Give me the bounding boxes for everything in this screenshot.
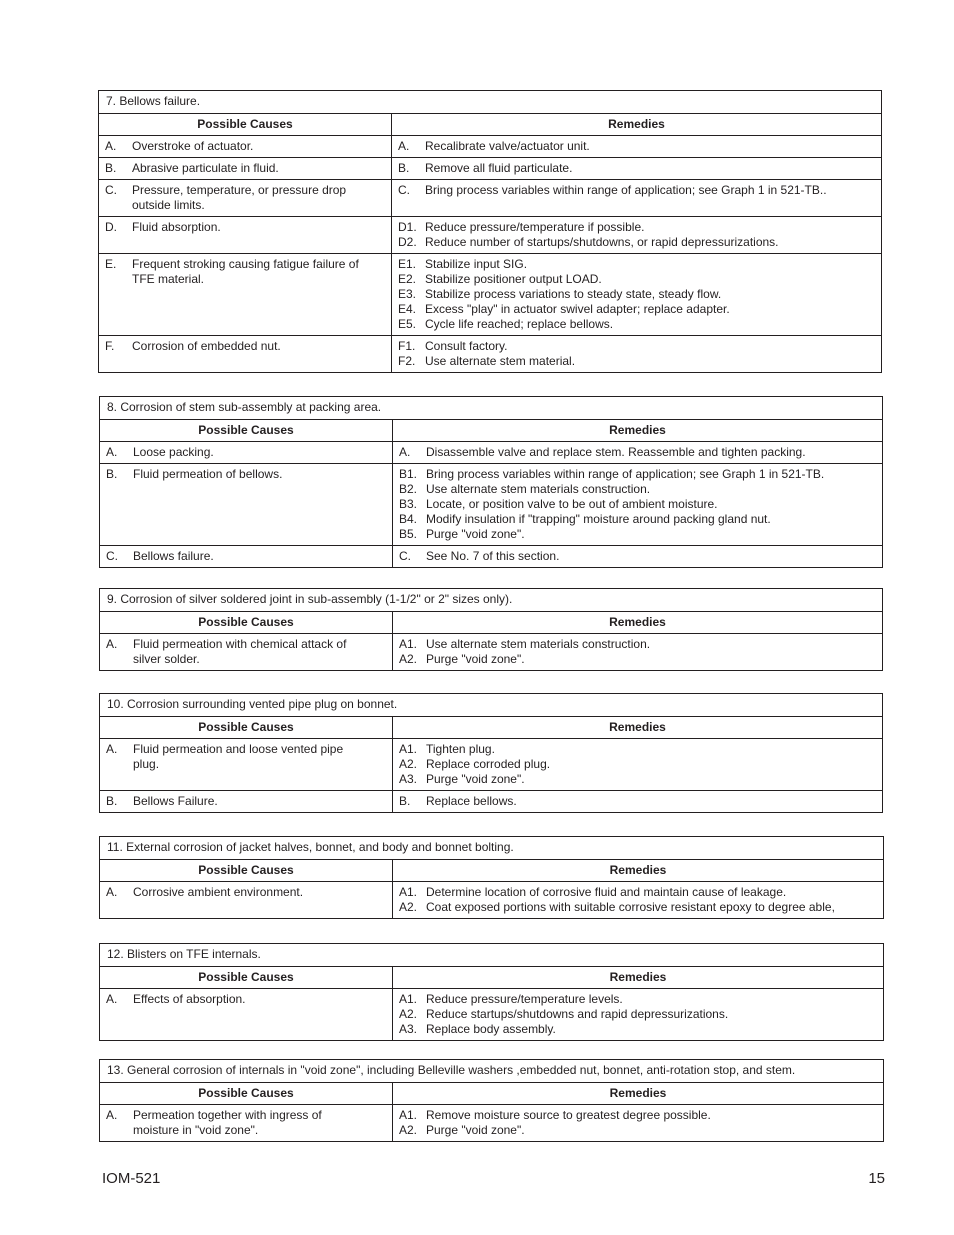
table-row — [100, 546, 882, 567]
remedy-text: Tighten plug. — [426, 742, 495, 756]
remedy-text: Remove all fluid particulate. — [425, 161, 573, 175]
cause-cell — [100, 546, 393, 567]
remedy-code: A2. — [399, 900, 418, 914]
remedy-line — [399, 1022, 877, 1037]
remedy-code: E3. — [398, 287, 417, 301]
remedy-code: A2. — [399, 652, 418, 666]
remedy-text: Purge "void zone". — [426, 652, 525, 666]
remedy-cell — [393, 634, 882, 670]
remedy-code: A3. — [399, 1022, 418, 1036]
remedy-cell — [393, 1105, 883, 1141]
remedy-line — [399, 992, 877, 1007]
remedy-code: A. — [399, 445, 411, 459]
table-row — [100, 464, 882, 546]
remedy-text: Replace corroded plug. — [426, 757, 551, 771]
header-remedies: Remedies — [609, 863, 667, 877]
remedy-cell — [393, 739, 882, 790]
remedy-line — [398, 354, 875, 369]
table-row — [99, 254, 881, 336]
table-row — [99, 180, 881, 217]
troubleshooting-table — [98, 90, 882, 373]
cause-code: D. — [105, 220, 117, 234]
remedy-text: Purge "void zone". — [426, 772, 525, 786]
remedy-text: Reduce pressure/temperature levels. — [426, 992, 623, 1006]
cause-code: B. — [105, 161, 117, 175]
cause-text: Pressure, temperature, or pressure drop outside limits. — [132, 183, 347, 212]
remedy-code: C. — [399, 549, 411, 563]
header-remedies: Remedies — [609, 1086, 667, 1100]
section-title: 8. Corrosion of stem sub-assembly at packing area. — [100, 397, 882, 420]
header-remedies: Remedies — [609, 970, 667, 984]
remedy-code: B4. — [399, 512, 418, 526]
remedy-text: Disassemble valve and replace stem. Reassemble and tighten packing. — [426, 445, 806, 459]
remedy-text: Bring process variables within range of application; see Graph 1 in 521-TB. — [426, 467, 825, 481]
cause-code: C. — [106, 549, 118, 563]
remedy-text: Bring process variables within range of application; see Graph 1 in 521-TB.. — [425, 183, 827, 197]
table-header — [100, 612, 882, 634]
remedy-line — [399, 512, 876, 527]
section-title: 7. Bellows failure. — [99, 91, 881, 114]
table-header — [100, 717, 882, 739]
troubleshooting-table — [99, 396, 883, 568]
cause-cell — [100, 464, 393, 545]
remedy-text: Recalibrate valve/actuator unit. — [425, 139, 590, 153]
header-possible-causes: Possible Causes — [100, 860, 393, 881]
table-header — [100, 967, 883, 989]
remedy-code: A1. — [399, 637, 418, 651]
header-remedies: Remedies — [609, 720, 666, 734]
table-row — [100, 791, 882, 812]
remedy-code: E4. — [398, 302, 417, 316]
page-number: 15 — [868, 1170, 885, 1187]
cause-code: A. — [106, 445, 118, 459]
remedy-code: A3. — [399, 772, 418, 786]
cause-code: A. — [106, 637, 118, 651]
cause-text: Bellows failure. — [133, 549, 214, 563]
remedy-text: Reduce startups/shutdowns and rapid depressurizations. — [426, 1007, 729, 1021]
remedy-text: Use alternate stem material. — [425, 354, 576, 368]
table-row — [99, 217, 881, 254]
remedy-line — [399, 652, 876, 667]
cause-text: Overstroke of actuator. — [132, 139, 254, 153]
remedy-line — [398, 220, 875, 235]
remedy-cell — [393, 989, 883, 1040]
remedy-line — [398, 287, 875, 302]
troubleshooting-table — [99, 693, 883, 813]
troubleshooting-table — [99, 588, 883, 671]
remedy-code: A1. — [399, 885, 418, 899]
section-title: 10. Corrosion surrounding vented pipe plug on bonnet. — [100, 694, 882, 717]
section-title: 12. Blisters on TFE internals. — [100, 944, 883, 967]
remedy-line — [399, 757, 876, 772]
header-possible-causes: Possible Causes — [100, 967, 393, 988]
remedy-text: Reduce pressure/temperature if possible. — [425, 220, 645, 234]
cause-text: Loose packing. — [133, 445, 214, 459]
table-row — [99, 136, 881, 158]
table-header — [100, 1083, 883, 1105]
remedy-line — [399, 527, 876, 542]
remedy-text: Replace bellows. — [426, 794, 517, 808]
table-row — [100, 739, 882, 791]
remedy-code: B5. — [399, 527, 418, 541]
remedy-text: Excess "play" in actuator swivel adapter; replace adapter. — [425, 302, 730, 316]
remedy-line — [399, 549, 876, 564]
remedy-cell — [392, 254, 881, 335]
troubleshooting-table — [99, 943, 884, 1041]
cause-code: A. — [106, 742, 118, 756]
remedy-cell — [393, 464, 882, 545]
remedy-line — [398, 183, 875, 198]
section-title: 11. External corrosion of jacket halves, bonnet, and body and bonnet bolting. — [100, 837, 883, 860]
cause-code: C. — [105, 183, 117, 197]
remedy-line — [398, 161, 875, 176]
header-possible-causes: Possible Causes — [99, 114, 392, 135]
header-possible-causes: Possible Causes — [100, 612, 393, 633]
remedy-line — [398, 302, 875, 317]
remedy-text: Modify insulation if "trapping" moisture around packing gland nut. — [426, 512, 771, 526]
cause-cell — [100, 882, 393, 918]
remedy-text: Purge "void zone". — [426, 527, 525, 541]
remedy-line — [399, 794, 876, 809]
cause-cell — [99, 217, 392, 253]
remedy-text: Stabilize positioner output LOAD. — [425, 272, 602, 286]
remedy-line — [399, 742, 876, 757]
remedy-line — [399, 885, 877, 900]
cause-code: A. — [106, 885, 118, 899]
remedy-cell — [393, 442, 882, 463]
cause-code: F. — [105, 339, 115, 353]
remedy-text: Cycle life reached; replace bellows. — [425, 317, 614, 331]
remedy-line — [399, 772, 876, 787]
cause-code: A. — [106, 1108, 118, 1122]
table-row — [100, 442, 882, 464]
remedy-cell — [393, 882, 883, 918]
remedy-cell — [392, 136, 881, 157]
remedy-line — [399, 637, 876, 652]
cause-cell — [99, 254, 392, 335]
cause-text: Fluid permeation of bellows. — [133, 467, 283, 481]
remedy-line — [399, 482, 876, 497]
cause-text: Bellows Failure. — [133, 794, 218, 808]
remedy-line — [399, 445, 876, 460]
cause-cell — [100, 442, 393, 463]
remedy-line — [399, 497, 876, 512]
cause-code: E. — [105, 257, 117, 271]
header-possible-causes: Possible Causes — [100, 420, 393, 441]
cause-cell — [100, 1105, 393, 1141]
cause-cell — [100, 791, 393, 812]
remedy-text: Reduce number of startups/shutdowns, or rapid depressurizations. — [425, 235, 779, 249]
header-remedies: Remedies — [609, 615, 666, 629]
cause-text: Fluid permeation with chemical attack of silver solder. — [133, 637, 347, 666]
remedy-cell — [393, 546, 882, 567]
remedy-code: E2. — [398, 272, 417, 286]
table-row — [100, 1105, 883, 1141]
remedy-code: F1. — [398, 339, 416, 353]
remedy-line — [398, 317, 875, 332]
table-row — [100, 634, 882, 670]
remedy-line — [399, 1108, 877, 1123]
remedy-code: E5. — [398, 317, 417, 331]
remedy-code: A1. — [399, 742, 418, 756]
remedy-code: A2. — [399, 1123, 418, 1137]
cause-cell — [100, 634, 393, 670]
remedy-cell — [392, 158, 881, 179]
remedy-text: Use alternate stem materials construction. — [426, 637, 651, 651]
remedy-line — [398, 272, 875, 287]
remedy-text: Remove moisture source to greatest degree possible. — [426, 1108, 711, 1122]
header-remedies: Remedies — [609, 423, 666, 437]
remedy-text: Consult factory. — [425, 339, 508, 353]
cause-code: A. — [105, 139, 117, 153]
cause-code: B. — [106, 794, 118, 808]
header-possible-causes: Possible Causes — [100, 717, 393, 738]
remedy-text: Stabilize process variations to steady state, steady flow. — [425, 287, 722, 301]
remedy-code: A2. — [399, 1007, 418, 1021]
table-header — [100, 420, 882, 442]
cause-text: Fluid permeation and loose vented pipe plug. — [133, 742, 344, 771]
remedy-code: A1. — [399, 1108, 418, 1122]
cause-text: Abrasive particulate in fluid. — [132, 161, 279, 175]
remedy-cell — [393, 791, 882, 812]
remedy-code: A1. — [399, 992, 418, 1006]
remedy-text: Replace body assembly. — [426, 1022, 556, 1036]
cause-text: Corrosion of embedded nut. — [132, 339, 281, 353]
remedy-line — [399, 1123, 877, 1138]
remedy-code: F2. — [398, 354, 416, 368]
remedy-code: A2. — [399, 757, 418, 771]
remedy-line — [399, 1007, 877, 1022]
remedy-code: B. — [399, 794, 411, 808]
table-row — [99, 336, 881, 372]
remedy-code: B2. — [399, 482, 418, 496]
section-title: 13. General corrosion of internals in "void zone", including Belleville washers ,embedded nut, bonnet, anti-rotation stop, and stem. — [100, 1060, 883, 1083]
remedy-code: E1. — [398, 257, 417, 271]
remedy-cell — [392, 217, 881, 253]
remedy-line — [399, 900, 877, 915]
troubleshooting-table — [99, 836, 884, 919]
section-title: 9. Corrosion of silver soldered joint in sub-assembly (1-1/2" or 2" sizes only). — [100, 589, 882, 612]
table-row — [99, 158, 881, 180]
remedy-code: B3. — [399, 497, 418, 511]
remedy-code: D2. — [398, 235, 417, 249]
remedy-text: See No. 7 of this section. — [426, 549, 560, 563]
header-possible-causes: Possible Causes — [100, 1083, 393, 1104]
remedy-line — [398, 139, 875, 154]
cause-cell — [100, 739, 393, 790]
cause-text: Effects of absorption. — [133, 992, 246, 1006]
cause-cell — [100, 989, 393, 1040]
cause-text: Frequent stroking causing fatigue failure of TFE material. — [132, 257, 359, 286]
cause-text: Corrosive ambient environment. — [133, 885, 304, 899]
table-row — [100, 882, 883, 918]
troubleshooting-table — [99, 1059, 884, 1142]
cause-text: Fluid absorption. — [132, 220, 221, 234]
remedy-code: B1. — [399, 467, 418, 481]
remedy-cell — [392, 180, 881, 216]
remedy-cell — [392, 336, 881, 372]
cause-text: Permeation together with ingress of moisture in "void zone". — [133, 1108, 322, 1137]
header-remedies: Remedies — [608, 117, 665, 131]
remedy-text: Purge "void zone". — [426, 1123, 525, 1137]
remedy-code: C. — [398, 183, 410, 197]
remedy-text: Stabilize input SIG. — [425, 257, 528, 271]
table-header — [99, 114, 881, 136]
remedy-code: D1. — [398, 220, 417, 234]
remedy-text: Coat exposed portions with suitable corrosive resistant epoxy to degree able, — [426, 900, 835, 914]
cause-cell — [99, 180, 392, 216]
cause-cell — [99, 158, 392, 179]
remedy-text: Determine location of corrosive fluid and maintain cause of leakage. — [426, 885, 787, 899]
table-row — [100, 989, 883, 1040]
remedy-text: Use alternate stem materials construction. — [426, 482, 651, 496]
cause-code: A. — [106, 992, 118, 1006]
remedy-code: B. — [398, 161, 410, 175]
cause-code: B. — [106, 467, 118, 481]
remedy-line — [398, 235, 875, 250]
cause-cell — [99, 136, 392, 157]
remedy-line — [398, 339, 875, 354]
remedy-text: Locate, or position valve to be out of ambient moisture. — [426, 497, 718, 511]
cause-cell — [99, 336, 392, 372]
remedy-code: A. — [398, 139, 410, 153]
document-id: IOM-521 — [102, 1170, 161, 1187]
remedy-line — [399, 467, 876, 482]
remedy-line — [398, 257, 875, 272]
table-header — [100, 860, 883, 882]
